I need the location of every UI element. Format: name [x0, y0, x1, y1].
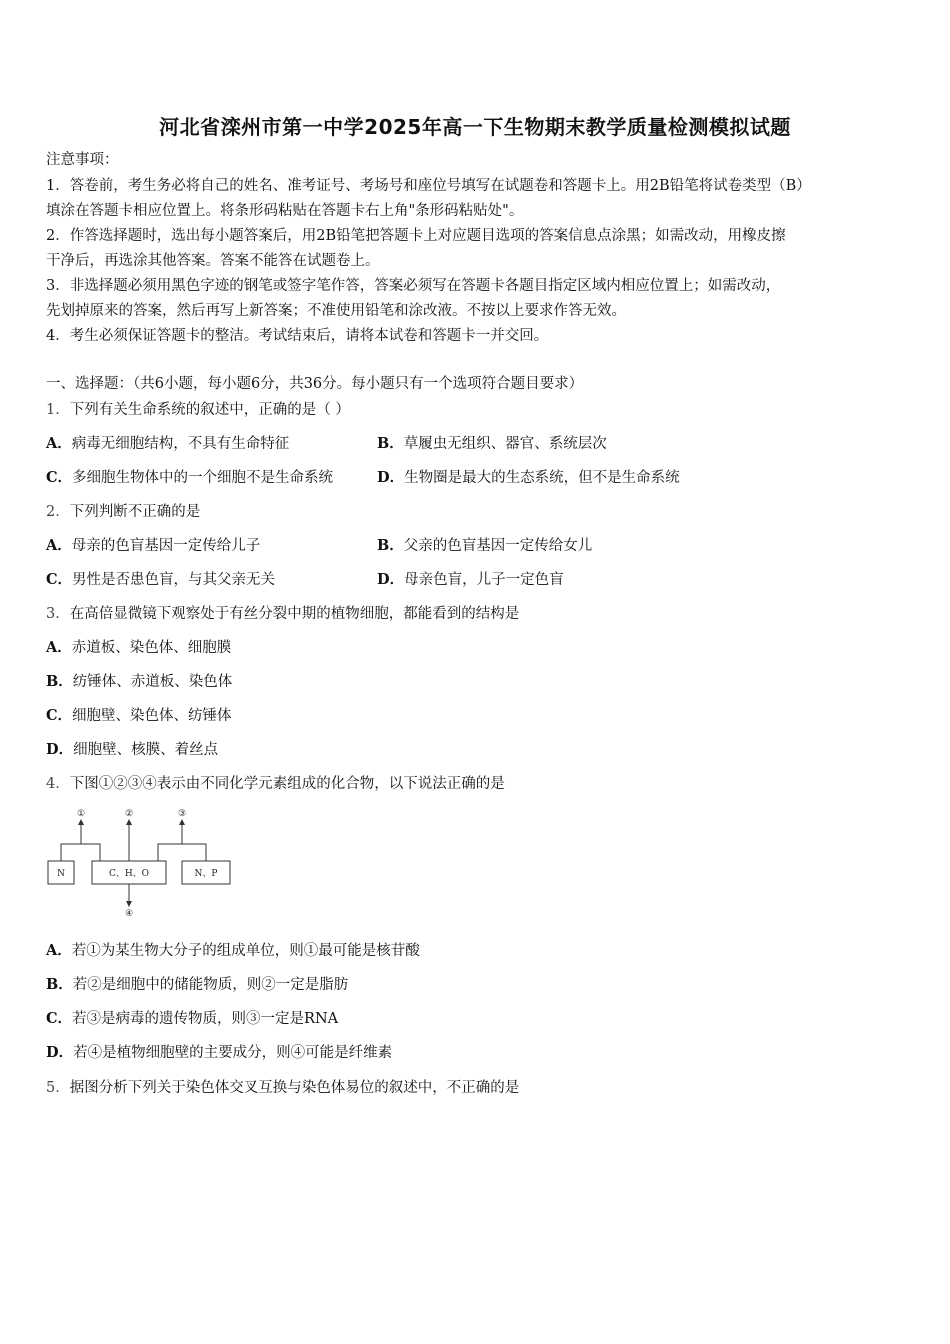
option-text: 母亲色盲，儿子一定色盲 — [404, 572, 564, 588]
option-text: 若③是病毒的遗传物质，则③一定是RNA — [72, 1011, 339, 1027]
option-b — [46, 975, 916, 995]
question-number: 3． — [46, 606, 70, 622]
option-label: D． — [377, 469, 405, 486]
question-number: 2． — [46, 504, 70, 520]
question-number: 4． — [46, 776, 70, 792]
option-row — [46, 468, 916, 488]
option-label: D． — [46, 741, 74, 758]
question-stem — [46, 400, 916, 420]
option-a — [46, 638, 916, 658]
box-np-label: N、P — [194, 869, 218, 879]
option-a — [46, 538, 260, 554]
option-text: 纺锤体、赤道板、染色体 — [72, 674, 233, 690]
option-label: C． — [46, 707, 73, 724]
question-text: 在高倍显微镜下观察处于有丝分裂中期的植物细胞，都能看到的结构是 — [69, 606, 520, 622]
option-c — [46, 470, 333, 486]
marker-2: ② — [124, 809, 134, 819]
option-text: 多细胞生物体中的一个细胞不是生命系统 — [72, 470, 334, 486]
option-text: 细胞壁、核膜、着丝点 — [73, 742, 219, 758]
option-text: 男性是否患色盲，与其父亲无关 — [72, 572, 276, 588]
notice-line: 4．考生必须保证答题卡的整洁。考试结束后，请将本试卷和答题卡一并交回。 — [46, 328, 549, 344]
option-text: 母亲的色盲基因一定传给儿子 — [71, 538, 261, 554]
box-cho-label: C、H、O — [108, 869, 150, 879]
option-label: B． — [377, 435, 404, 452]
option-text: 若①为某生物大分子的组成单位，则①最可能是核苷酸 — [71, 943, 420, 959]
option-c — [46, 706, 916, 726]
option-text: 赤道板、染色体、细胞膜 — [71, 640, 232, 656]
marker-3: ③ — [177, 809, 187, 819]
arrow-4-head — [126, 901, 132, 907]
option-label: C． — [46, 469, 73, 486]
option-c — [46, 572, 275, 588]
question-text: 下图①②③④表示由不同化学元素组成的化合物，以下说法正确的是 — [69, 776, 505, 792]
connector-1 — [61, 844, 100, 861]
option-row — [46, 536, 916, 556]
question-stem — [46, 774, 916, 794]
notice-line: 3．非选择题必须用黑色字迹的钢笔或签字笔作答，答案必须写在答题卡各题目指定区域内相应位置上；如需改动， — [46, 278, 781, 294]
option-text: 病毒无细胞结构，不具有生命特征 — [71, 436, 290, 452]
arrow-2-head — [126, 819, 132, 825]
option-row — [46, 570, 916, 590]
notice-line: 干净后，再选涂其他答案。答案不能答在试题卷上。 — [46, 253, 380, 269]
question-number: 1． — [46, 402, 70, 418]
question-text: 据图分析下列关于染色体交叉互换与染色体易位的叙述中，不正确的是 — [69, 1080, 520, 1096]
question-stem — [46, 604, 916, 624]
arrow-1-head — [78, 819, 84, 825]
question-stem — [46, 1078, 916, 1098]
option-b — [377, 536, 592, 556]
option-label: A． — [46, 942, 72, 959]
notice-line: 填涂在答题卡相应位置上。将条形码粘贴在答题卡右上角"条形码粘贴处"。 — [46, 203, 524, 219]
option-a — [46, 436, 289, 452]
question-text: 下列判断不正确的是 — [69, 504, 201, 520]
option-a — [46, 941, 916, 961]
marker-4: ④ — [124, 909, 134, 918]
option-label: A． — [46, 639, 72, 656]
option-label: B． — [377, 537, 404, 554]
option-label: D． — [46, 1044, 74, 1061]
option-label: C． — [46, 571, 73, 588]
marker-1: ① — [76, 809, 86, 819]
option-b — [377, 434, 607, 454]
option-label: A． — [46, 537, 72, 554]
option-d — [377, 468, 680, 488]
option-b — [46, 672, 916, 692]
arrow-3-head — [179, 819, 185, 825]
option-c — [46, 1009, 916, 1029]
option-text: 生物圈是最大的生态系统，但不是生命系统 — [404, 470, 680, 486]
option-label: D． — [377, 571, 405, 588]
option-d — [377, 570, 564, 590]
box-n-label: N — [57, 869, 65, 879]
option-text: 父亲的色盲基因一定传给女儿 — [403, 538, 593, 554]
page-title: 河北省滦州市第一中学2025年高一下生物期末教学质量检测模拟试题 — [159, 115, 791, 139]
option-text: 若④是植物细胞壁的主要成分，则④可能是纤维素 — [73, 1045, 393, 1061]
option-row — [46, 434, 916, 454]
option-d — [46, 1043, 916, 1063]
question-number: 5． — [46, 1080, 70, 1096]
compound-diagram — [44, 806, 234, 918]
section-heading: 一、选择题：（共6小题，每小题6分，共36分。每小题只有一个选项符合题目要求） — [46, 376, 584, 392]
notice-heading: 注意事项： — [46, 152, 119, 168]
option-text: 草履虫无组织、器官、系统层次 — [403, 436, 607, 452]
option-label: B． — [46, 673, 73, 690]
notice-line: 1．答卷前，考生务必将自己的姓名、准考证号、考场号和座位号填写在试题卷和答题卡上。用2B铅笔将试卷类型（B） — [46, 178, 811, 194]
option-text: 细胞壁、染色体、纺锤体 — [72, 708, 232, 724]
option-label: C． — [46, 1010, 73, 1027]
question-stem — [46, 502, 916, 522]
option-text: 若②是细胞中的储能物质，则②一定是脂肪 — [72, 977, 349, 993]
option-label: A． — [46, 435, 72, 452]
question-text: 下列有关生命系统的叙述中，正确的是（ ） — [69, 402, 350, 418]
option-d — [46, 740, 916, 760]
notice-line: 2．作答选择题时，选出每小题答案后，用2B铅笔把答题卡上对应题目选项的答案信息点涂黑；如需改动，用橡皮擦 — [46, 228, 786, 244]
option-label: B． — [46, 976, 73, 993]
notice-line: 先划掉原来的答案，然后再写上新答案；不准使用铅笔和涂改液。不按以上要求作答无效。 — [46, 303, 626, 319]
connector-3 — [158, 844, 206, 861]
